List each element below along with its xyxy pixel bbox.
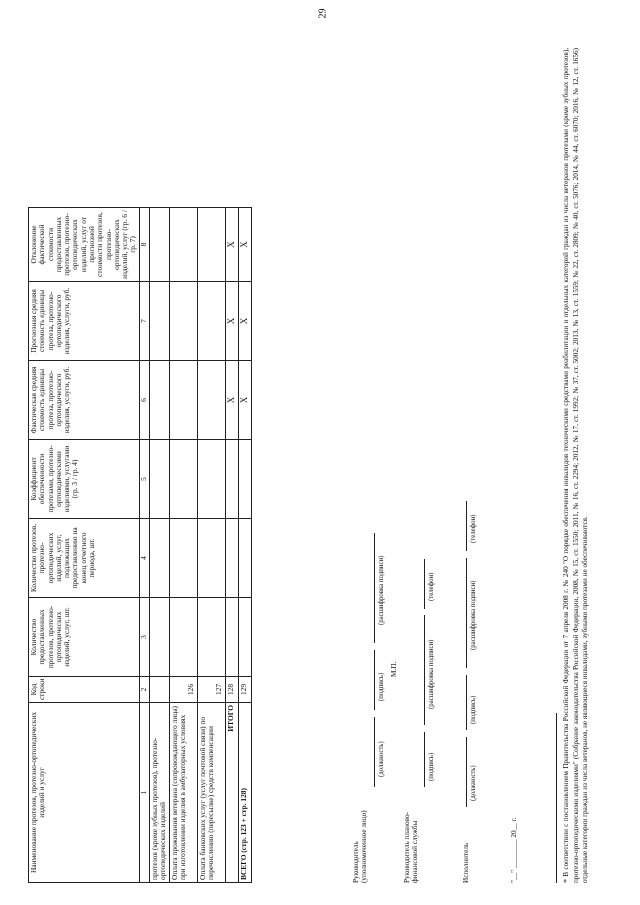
column-index: 6: [139, 361, 149, 440]
cell-provided: [149, 598, 169, 677]
cell-coefficient: [169, 440, 197, 519]
column-index: 7: [139, 282, 149, 361]
cell-deviation-x: X: [238, 208, 251, 282]
head-position-line: [374, 717, 375, 787]
cell-due: [169, 519, 197, 598]
cell-forecast-cost: [149, 282, 169, 361]
cell-deviation: [149, 208, 169, 282]
footnote-text: В соответствии с постановлением Правительства Российской Федерации от 7 апреля 2008 г. № 240 "О порядке обеспечения инвалидов техническими средствами реабилитации и отдельных категорий граждан из числа ветеранов протезами (кроме зубных протезов), протезно-ортопедическими изделиями" (Собрание законодательства Российской Федерации, 2008, № 15, ст. 1550; 2011, № 16, ст. 2294; 2012, № 17, ст. 1992; № 37, ст. 5002; 2013, № 13, ст. 1559; № 22, ст. 2809; № 40, ст. 5076; 2014, № 44, ст. 6070; 2016, № 12, ст. 1656) отдельные категории граждан из числа ветеранов, не являющиеся инвалидами, зубными протезами не обеспечиваются.: [562, 47, 590, 883]
cell-actual-cost: [149, 361, 169, 440]
cell-forecast-cost: [169, 282, 197, 361]
header-provided-count: Количество предоставленных протезов, протезно-ортопедических изделий, услуг, шт.: [29, 598, 140, 677]
column-index: 4: [139, 519, 149, 598]
exec-decode-caption: (расшифровка подписи): [470, 580, 477, 650]
row-name: ВСЕГО (стр. 123 + стр. 128): [238, 703, 251, 883]
table-row-total: [225, 208, 238, 883]
cell-coefficient: [149, 440, 169, 519]
head-label: Руководитель (уполномоченное лицо): [352, 810, 369, 883]
date-line: "__" ________ 20__ г.: [510, 817, 518, 883]
cell-due: [197, 519, 225, 598]
cell-provided: [238, 598, 251, 677]
cell-actual-cost-x: X: [225, 361, 238, 440]
row-code: 128: [225, 677, 238, 703]
fin-decode-line: [424, 615, 425, 725]
column-index: 5: [139, 440, 149, 519]
head-decode-line: [374, 533, 375, 643]
header-name: Наименование протезов, протезно-ортопедических изделий и услуг: [29, 703, 140, 883]
executor-label: Исполнитель: [462, 842, 470, 883]
fin-phone-line: [424, 559, 425, 609]
cell-coefficient: [238, 440, 251, 519]
head-position-caption: (должность): [378, 741, 385, 777]
cell-actual-cost: [169, 361, 197, 440]
table-row: [169, 208, 197, 883]
cell-deviation: [169, 208, 197, 282]
exec-position-caption: (должность): [470, 765, 477, 801]
exec-signature-caption: (подпись): [470, 695, 477, 724]
cell-provided: [197, 598, 225, 677]
head-decode-caption: (расшифровка подписи): [378, 555, 385, 625]
column-index: 1: [139, 703, 149, 883]
head-signature-caption: (подпись): [378, 672, 385, 701]
exec-signature-line: [466, 675, 467, 730]
cell-actual-cost: [197, 361, 225, 440]
header-deviation: Отклонение фактической стоимости предоставленных протезов, протезно-ортопедических изделий, услуг от прогнозной стоимости протезов, протезно-ортопедических изделий, услуг (гр. 6 / гр. 7): [29, 208, 140, 282]
footnote: [562, 48, 591, 883]
fin-decode-caption: (расшифровка подписи): [428, 639, 435, 709]
cell-deviation: [197, 208, 225, 282]
cell-provided: [225, 598, 238, 677]
column-index-row: [139, 208, 149, 883]
row-code: 127: [197, 677, 225, 703]
header-due-count: Количество протезов, протезно-ортопедических изделий, услуг, подлежащих предоставлению на конец отчетного периода, шт.: [29, 519, 140, 598]
header-code: Код строки: [29, 677, 140, 703]
fin-label: Руководитель планово-финансовой службы: [403, 812, 420, 883]
header-actual-cost: Фактическая средняя стоимость единицы протеза, протезно-ортопедического изделия, услуги, руб.: [29, 361, 140, 440]
cell-coefficient: [225, 440, 238, 519]
row-name: протезов (кроме зубных протезов), протезно-ортопедических изделий: [149, 703, 169, 883]
table-row: [149, 208, 169, 883]
cell-coefficient: [197, 440, 225, 519]
column-index: 3: [139, 598, 149, 677]
column-index: 8: [139, 208, 149, 282]
row-code: 126: [169, 677, 197, 703]
page-number: 29: [317, 8, 329, 19]
cell-forecast-cost-x: X: [238, 282, 251, 361]
footnote-marker: *: [562, 879, 571, 883]
row-code: 129: [238, 677, 251, 703]
report-table: [28, 207, 252, 883]
header-forecast-cost: Прогнозная средняя стоимость единицы протеза, протезно-ортопедического изделия, услуги, руб.: [29, 282, 140, 361]
footnote-rule: [556, 713, 557, 883]
row-name: ИТОГО: [225, 703, 238, 883]
row-code: [149, 677, 169, 703]
exec-position-line: [466, 737, 467, 807]
head-signature-line: [374, 650, 375, 710]
fin-signature-line: [424, 732, 425, 787]
cell-actual-cost-x: X: [238, 361, 251, 440]
exec-phone-line: [466, 501, 467, 551]
row-name: Оплата проживания ветерана (сопровождающего лица) при изготовлении изделия в амбулаторных условиях: [169, 703, 197, 883]
table-row: [197, 208, 225, 883]
cell-due: [238, 519, 251, 598]
fin-phone-caption: (телефон): [428, 572, 435, 601]
stamp-place: М.П.: [390, 661, 398, 677]
cell-provided: [169, 598, 197, 677]
fin-signature-caption: (подпись): [428, 752, 435, 781]
cell-forecast-cost: [197, 282, 225, 361]
exec-phone-caption: (телефон): [470, 514, 477, 543]
cell-forecast-cost-x: X: [225, 282, 238, 361]
table-header-row: [29, 208, 140, 883]
cell-due: [225, 519, 238, 598]
cell-deviation-x: X: [225, 208, 238, 282]
row-name: Оплата банковских услуг (услуг почтовой связи) по перечислению (пересылке) средств компенсации: [197, 703, 225, 883]
cell-due: [149, 519, 169, 598]
table-row-grand-total: [238, 208, 251, 883]
header-coefficient: Коэффициент обеспеченности протезами, протезно-ортопедическими изделиями, услугами (гр. 3 / гр. 4): [29, 440, 140, 519]
column-index: 2: [139, 677, 149, 703]
exec-decode-line: [466, 558, 467, 668]
